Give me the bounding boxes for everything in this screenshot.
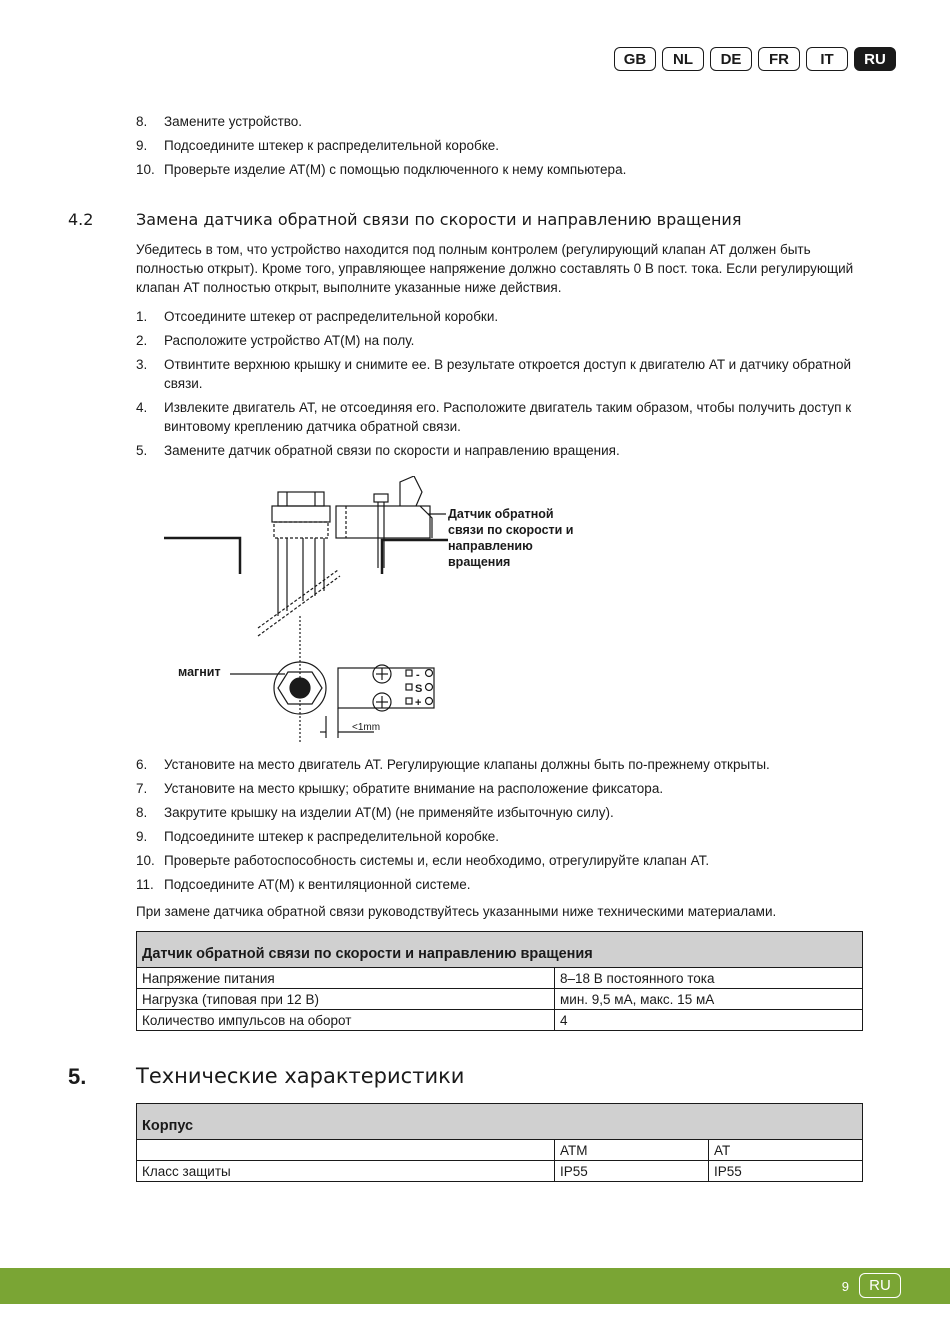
section-intro — [136, 240, 863, 297]
table-row — [137, 968, 863, 989]
table-row — [137, 1010, 863, 1031]
list-item: 9. Подсоедините штекер к распределительной коробке. — [136, 829, 500, 844]
table-cell-value: 4 — [555, 1010, 863, 1031]
steps-list — [136, 307, 863, 465]
table-row — [137, 989, 863, 1010]
list-item: 1. Отсоедините штекер от распределительной коробки. — [136, 309, 499, 324]
lang-tab-ru[interactable]: RU — [854, 47, 896, 71]
table-row — [137, 1161, 863, 1182]
table-cell-label: Количество импульсов на оборот — [137, 1010, 555, 1031]
note-paragraph: При замене датчика обратной связи руководствуйтесь указанными ниже техническими материалами. — [136, 904, 777, 919]
lang-tab-it[interactable]: IT — [806, 47, 848, 71]
list-item: 7. Установите на место крышку; обратите внимание на расположение фиксатора. — [136, 781, 664, 796]
lang-tab-fr[interactable]: FR — [758, 47, 800, 71]
list-item: 2. Расположите устройство AT(M) на полу. — [136, 333, 415, 348]
list-item: 5. Замените датчик обратной связи по скорости и направлению вращения. — [136, 443, 620, 458]
list-item: 8. Закрутите крышку на изделии AT(M) (не применяйте избыточную силу). — [136, 805, 614, 820]
terminal-plus: + — [415, 697, 422, 709]
footer-bar — [0, 1268, 950, 1304]
list-item: 4. Извлеките двигатель AT, не отсоединяя его. Расположите двигатель таким образом, чтобы получить доступ к винтовому креплению датчика обратной связи. — [136, 400, 852, 434]
table-cell-label: Класс защиты — [137, 1161, 555, 1182]
list-item: 10. Проверьте изделие AT(M) с помощью подключенного к нему компьютера. — [136, 162, 627, 177]
table-cell-label: Нагрузка (типовая при 12 В) — [137, 989, 555, 1010]
list-item: 11. Подсоедините AT(M) к вентиляционной системе. — [136, 877, 471, 892]
table-header-row — [137, 1140, 863, 1161]
table-cell-atm: IP55 — [555, 1161, 709, 1182]
terminal-s: S — [415, 683, 423, 695]
table-cell-empty — [137, 1140, 555, 1161]
footer-lang-tab: RU — [859, 1273, 901, 1298]
page-number: 9 — [841, 1279, 849, 1294]
housing-table — [136, 1103, 863, 1182]
column-header-at: AT — [709, 1140, 863, 1161]
top-steps — [136, 112, 863, 184]
list-item: 9. Подсоедините штекер к распределительной коробке. — [136, 138, 500, 153]
gap-label: <1mm — [352, 722, 381, 733]
column-header-atm: ATM — [555, 1140, 709, 1161]
list-item: 3. Отвинтите верхнюю крышку и снимите ее. В результате откроется доступ к двигателю AT и датчику обратной связи. — [136, 357, 852, 391]
table-cell-value: 8–18 В постоянного тока — [555, 968, 863, 989]
table-title: Датчик обратной связи по скорости и направлению вращения — [137, 932, 863, 968]
lang-tab-de[interactable]: DE — [710, 47, 752, 71]
sensor-spec-table — [136, 931, 863, 1031]
steps-list-2 — [136, 755, 863, 899]
intro-paragraph: Убедитесь в том, что устройство находится под полным контролем (регулирующий клапан AT должен быть полностью открыт). Кроме того, управляющее напряжение должно составлять 0 В пост. тока. Если регулирующий клапан AT полностью открыт, выполните указанные ниже действия. — [136, 242, 854, 295]
table-cell-at: IP55 — [709, 1161, 863, 1182]
table-cell-value: мин. 9,5 мА, макс. 15 мА — [555, 989, 863, 1010]
magnet-label: магнит — [178, 665, 221, 679]
language-tabs — [614, 47, 896, 71]
list-item: 6. Установите на место двигатель AT. Регулирующие клапаны должны быть по-прежнему открыты. — [136, 757, 770, 772]
table-cell-label: Напряжение питания — [137, 968, 555, 989]
list-item: 10. Проверьте работоспособность системы и, если необходимо, отрегулируйте клапан AT. — [136, 853, 710, 868]
table-title: Корпус — [137, 1104, 863, 1140]
lang-tab-nl[interactable]: NL — [662, 47, 704, 71]
terminal-minus: - — [416, 669, 420, 681]
lang-tab-gb[interactable]: GB — [614, 47, 656, 71]
note — [136, 902, 863, 921]
list-item: 8. Замените устройство. — [136, 114, 303, 129]
sensor-label: Датчик обратной связи по скорости и направлению вращения — [448, 507, 574, 569]
